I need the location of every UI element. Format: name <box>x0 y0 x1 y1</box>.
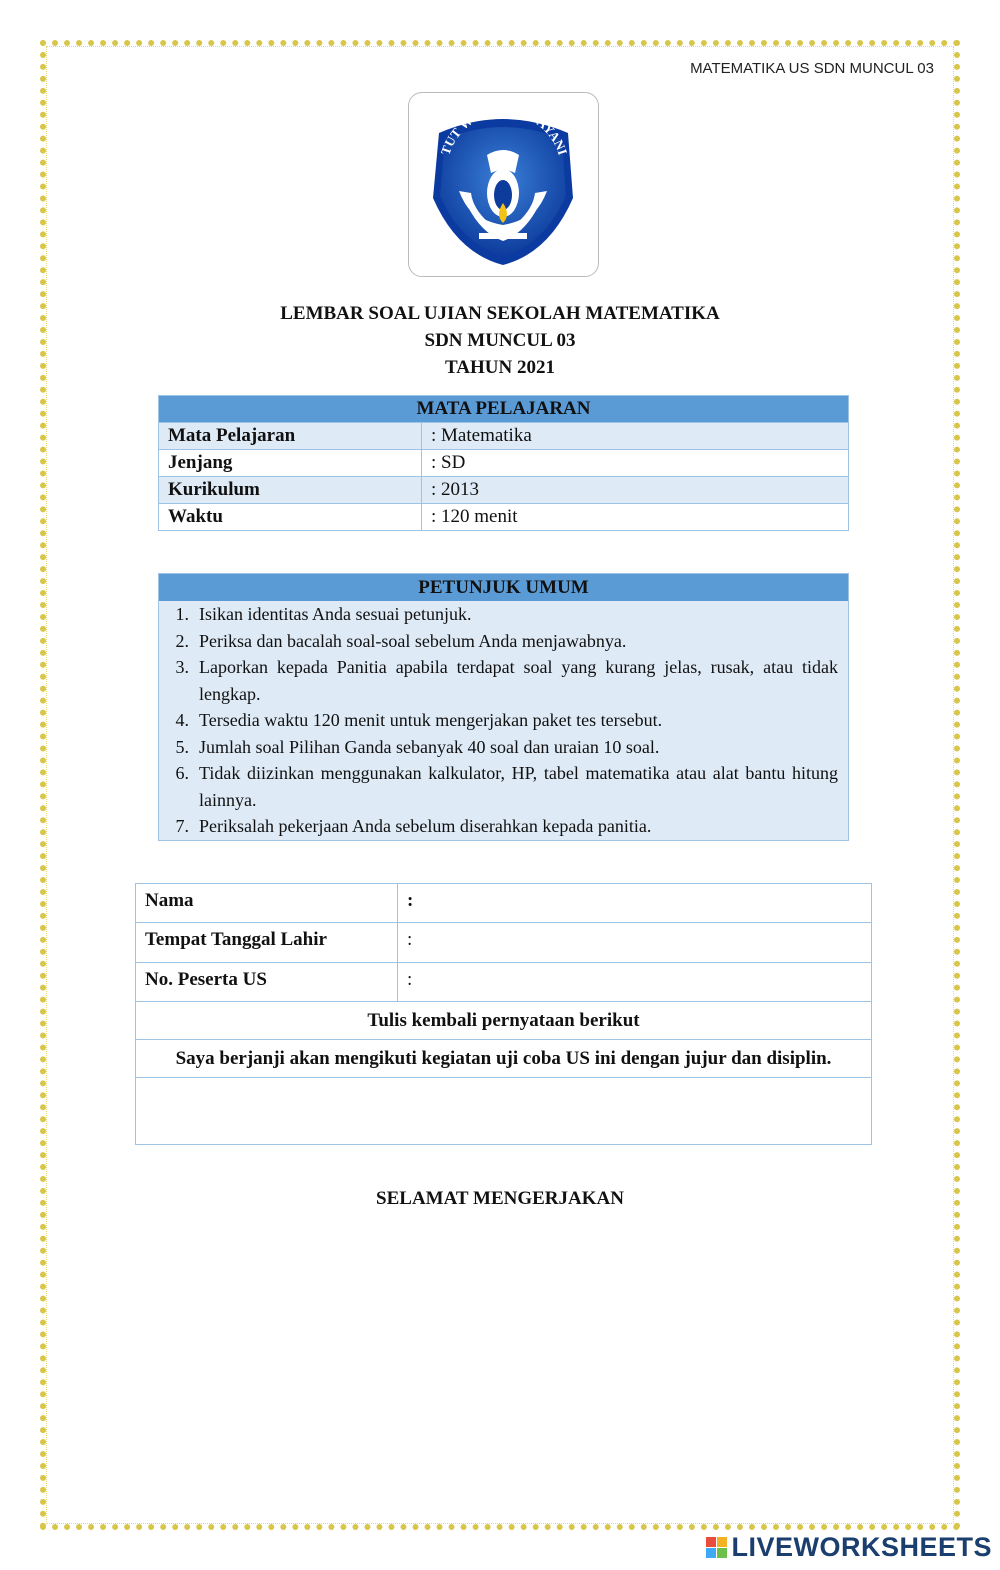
row-label: Jenjang <box>159 450 422 477</box>
brand-text: LIVEWORKSHEETS <box>731 1532 992 1562</box>
statement-text: Saya berjanji akan mengikuti kegiatan uji coba US ini dengan jujur dan disiplin. <box>136 1040 872 1078</box>
list-item <box>159 601 838 628</box>
item-number: 2. <box>175 630 189 651</box>
list-item <box>159 628 838 655</box>
item-text: Isikan identitas Anda sesuai petunjuk. <box>199 604 472 624</box>
row-value: : 120 menit <box>422 504 849 531</box>
item-number: 7. <box>175 816 189 836</box>
no-peserta-label: No. Peserta US <box>136 963 398 1002</box>
liveworksheets-logo-icon <box>706 1537 727 1558</box>
mata-pelajaran-heading: MATA PELAJARAN <box>159 396 849 423</box>
statement-answer-field[interactable] <box>136 1078 872 1145</box>
item-number: 5. <box>175 736 189 757</box>
liveworksheets-brand[interactable] <box>706 1532 992 1563</box>
row-label: Mata Pelajaran <box>159 423 422 450</box>
table-row <box>136 884 872 923</box>
item-number: 1. <box>175 604 189 624</box>
row-label: Kurikulum <box>159 477 422 504</box>
petunjuk-list <box>159 601 848 840</box>
school-logo <box>408 92 599 277</box>
item-number: 6. <box>175 763 189 783</box>
item-text: Tidak diizinkan menggunakan kalkulator, HP, tabel matematika atau alat bantu hitung lainnya. <box>199 763 838 810</box>
page-header: MATEMATIKA US SDN MUNCUL 03 <box>690 60 934 77</box>
item-text: Tersedia waktu 120 menit untuk mengerjakan paket tes tersebut. <box>199 710 663 730</box>
item-number: 4. <box>175 710 189 730</box>
row-label: Waktu <box>159 504 422 531</box>
table-row <box>159 477 849 504</box>
list-item <box>159 734 838 761</box>
nama-field[interactable]: : <box>398 884 872 923</box>
table-row <box>136 1040 872 1078</box>
tut-wuri-handayani-logo-icon <box>409 93 598 276</box>
mata-pelajaran-table <box>158 395 849 531</box>
list-item <box>159 760 838 813</box>
item-text: Periksa dan bacalah soal-soal sebelum Anda menjawabnya. <box>199 630 627 651</box>
table-row <box>159 504 849 531</box>
petunjuk-heading: PETUNJUK UMUM <box>159 574 848 601</box>
row-value: : SD <box>422 450 849 477</box>
item-text: Periksalah pekerjaan Anda sebelum diserahkan kepada panitia. <box>199 816 652 836</box>
list-item <box>159 707 838 734</box>
no-peserta-field[interactable]: : <box>398 963 872 1002</box>
table-row <box>136 963 872 1002</box>
tempat-tanggal-lahir-field[interactable]: : <box>398 923 872 963</box>
item-text: Laporkan kepada Panitia apabila terdapat soal yang kurang jelas, rusak, atau tidak lengkap. <box>199 657 838 704</box>
title-line-2: SDN MUNCUL 03 <box>424 330 576 351</box>
tempat-tanggal-lahir-label: Tempat Tanggal Lahir <box>136 923 398 963</box>
svg-text:TUT WURI HANDAYANI: TUT WURI HANDAYANI <box>437 101 571 157</box>
table-row <box>136 1002 872 1040</box>
table-row <box>136 923 872 963</box>
row-value: : Matematika <box>422 423 849 450</box>
item-text: Jumlah soal Pilihan Ganda sebanyak 40 soal dan uraian 10 soal. <box>199 736 660 757</box>
title-line-1: LEMBAR SOAL UJIAN SEKOLAH MATEMATIKA <box>280 303 720 324</box>
table-row <box>136 1078 872 1145</box>
closing-text: SELAMAT MENGERJAKAN <box>376 1188 624 1209</box>
petunjuk-umum-box <box>158 573 849 841</box>
nama-label: Nama <box>136 884 398 923</box>
table-row <box>159 450 849 477</box>
list-item <box>159 813 838 840</box>
item-number: 3. <box>175 657 189 677</box>
document-title <box>0 300 1000 381</box>
table-row <box>159 423 849 450</box>
row-value: : 2013 <box>422 477 849 504</box>
instruction-text: Tulis kembali pernyataan berikut <box>136 1002 872 1040</box>
list-item <box>159 654 838 707</box>
title-line-3: TAHUN 2021 <box>445 357 555 378</box>
identitas-table <box>135 883 872 1145</box>
